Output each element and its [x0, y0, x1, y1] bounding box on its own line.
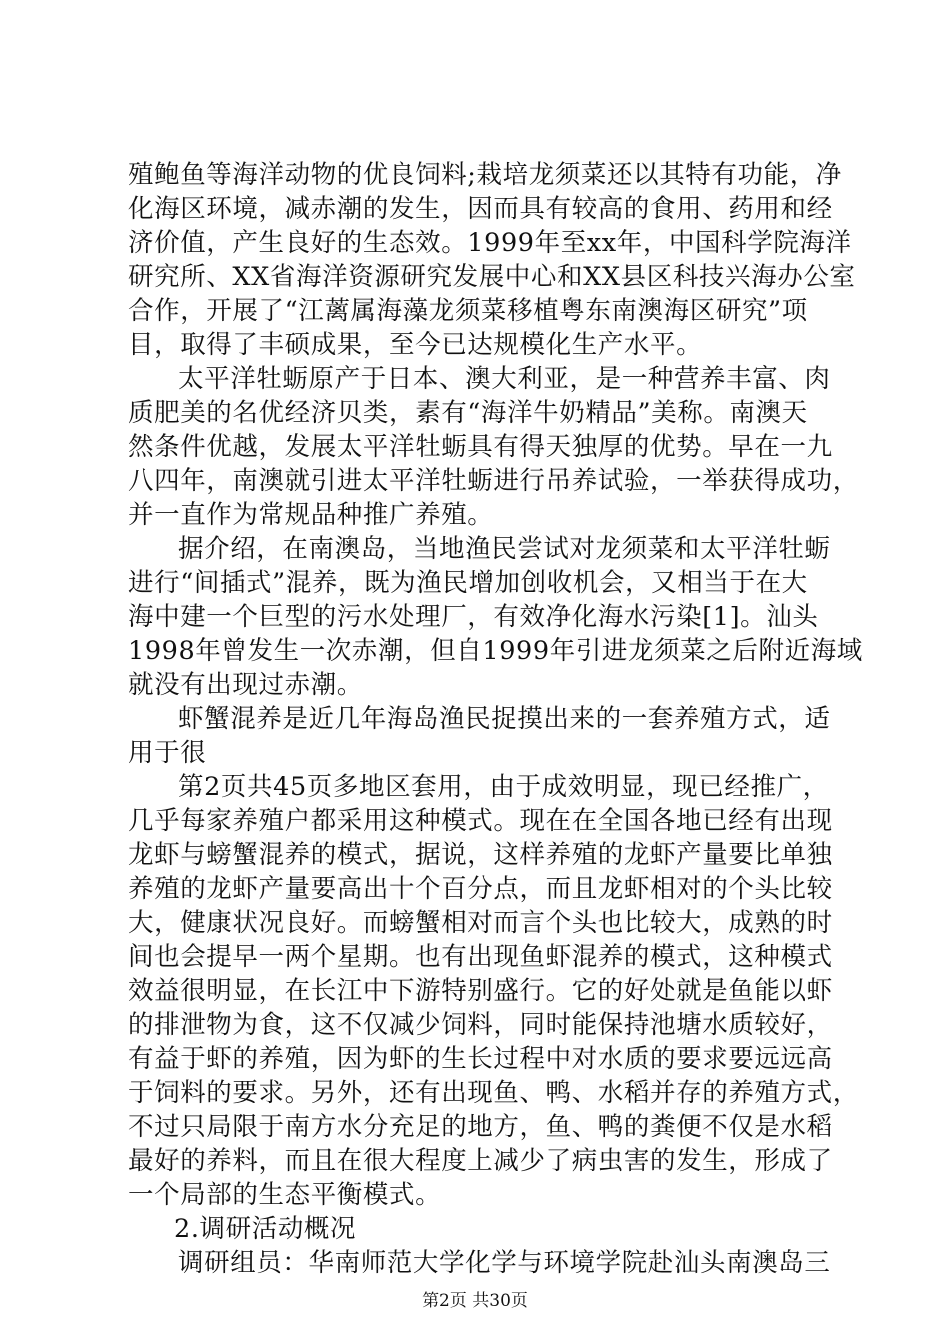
text-line: 一个局部的生态平衡模式。: [128, 1180, 442, 1210]
text-line: 养殖的龙虾产量要高出十个百分点，而且龙虾相对的个头比较: [128, 874, 833, 904]
paragraph-first-line: 太平洋牡蛎原产于日本、澳大利亚，是一种营养丰富、肉: [178, 364, 831, 394]
text-line: 不过只局限于南方水分充足的地方，鱼、鸭的粪便不仅是水稻: [128, 1112, 833, 1142]
text-line: 效益很明显，在长江中下游特别盛行。它的好处就是鱼能以虾: [128, 976, 833, 1006]
text-line: 殖鲍鱼等海洋动物的优良饲料;栽培龙须菜还以其特有功能，净: [128, 160, 842, 190]
text-line: 就没有出现过赤潮。: [128, 670, 363, 700]
text-line: 1998年曾发生一次赤潮，但自1999年引进龙须菜之后附近海域: [128, 636, 863, 666]
text-line: 的排泄物为食，这不仅减少饲料，同时能保持池塘水质较好，: [128, 1010, 833, 1040]
text-line: 合作，开展了“江蓠属海藻龙须菜移植粤东南澳海区研究”项: [128, 296, 808, 326]
paragraph-first-line: 调研组员：华南师范大学化学与环境学院赴汕头南澳岛三: [178, 1248, 831, 1278]
text-line: 于饲料的要求。另外，还有出现鱼、鸭、水稻并存的养殖方式，: [128, 1078, 859, 1108]
text-line: 几乎每家养殖户都采用这种模式。现在在全国各地已经有出现: [128, 806, 833, 836]
text-line: 并一直作为常规品种推广养殖。: [128, 500, 494, 530]
paragraph-first-line: 第2页共45页多地区套用，由于成效明显，现已经推广，: [178, 772, 829, 802]
paragraph-first-line: 据介绍，在南澳岛，当地渔民尝试对龙须菜和太平洋牡蛎: [178, 534, 831, 564]
text-line: 八四年，南澳就引进太平洋牡蛎进行吊养试验，一举获得成功，: [128, 466, 859, 496]
text-line: 龙虾与螃蟹混养的模式，据说，这样养殖的龙虾产量要比单独: [128, 840, 833, 870]
text-line: 用于很: [128, 738, 207, 768]
text-line: 研究所、XX省海洋资源研究发展中心和XX县区科技兴海办公室: [128, 262, 856, 292]
text-line: 进行“间插式”混养，既为渔民增加创收机会，又相当于在大: [128, 568, 808, 598]
text-line: 海中建一个巨型的污水处理厂，有效净化海水污染[1]。汕头: [128, 602, 819, 632]
text-line: 济价值，产生良好的生态效。1999年至xx年，中国科学院海洋: [128, 228, 852, 258]
text-line: 间也会提早一两个星期。也有出现鱼虾混养的模式，这种模式: [128, 942, 833, 972]
page-footer: 第2页 共30页: [422, 1291, 528, 1311]
text-line: 目，取得了丰硕成果，至今已达规模化生产水平。: [128, 330, 703, 360]
text-line: 有益于虾的养殖，因为虾的生长过程中对水质的要求要远远高: [128, 1044, 833, 1074]
section-heading: 2.调研活动概况: [174, 1214, 357, 1244]
text-line: 最好的养料，而且在很大程度上减少了病虫害的发生，形成了: [128, 1146, 833, 1176]
text-line: 质肥美的名优经济贝类，素有“海洋牛奶精品”美称。南澳天: [128, 398, 808, 428]
text-line: 然条件优越，发展太平洋牡蛎具有得天独厚的优势。早在一九: [128, 432, 833, 462]
text-line: 化海区环境，减赤潮的发生，因而具有较高的食用、药用和经: [128, 194, 833, 224]
paragraph-first-line: 虾蟹混养是近几年海岛渔民捉摸出来的一套养殖方式，适: [178, 704, 831, 734]
text-line: 大，健康状况良好。而螃蟹相对而言个头也比较大，成熟的时: [128, 908, 833, 938]
